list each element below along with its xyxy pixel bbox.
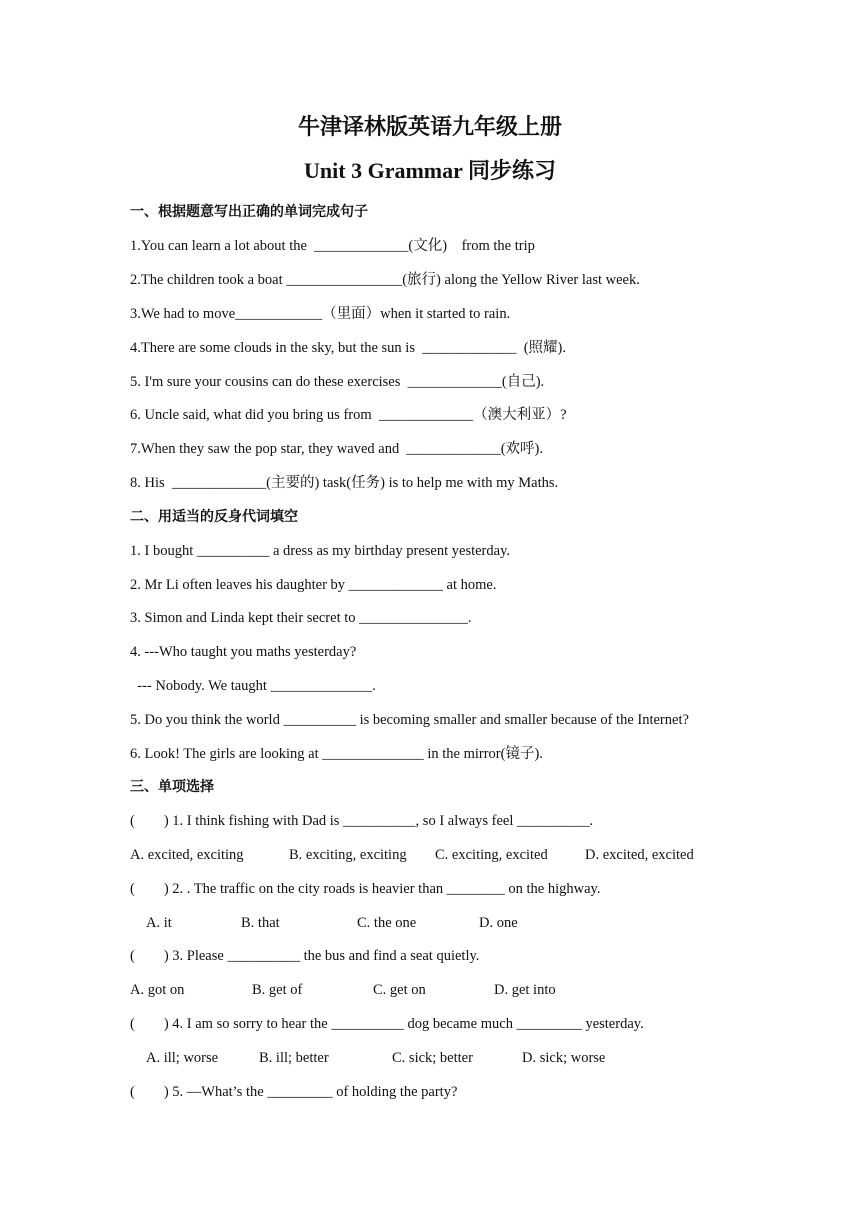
exercise-item: 5. I'm sure your cousins can do these exercises _____________(自己). (130, 374, 545, 390)
exercise-item: 3. Simon and Linda kept their secret to _______________. (130, 610, 472, 626)
exercise-item: 8. His _____________(主要的) task(任务) is to help me with my Maths. (130, 475, 559, 491)
option-c: C. the one (357, 915, 417, 931)
option-b: B. exciting, exciting (289, 847, 407, 863)
exercise-item: 7.When they saw the pop star, they waved and _____________(欢呼). (130, 441, 543, 457)
option-c: C. exciting, excited (435, 847, 548, 863)
option-d: D. excited, excited (585, 847, 694, 863)
exercise-item: 3.We had to move____________（里面）when it started to rain. (130, 306, 511, 322)
exercise-item: 5. Do you think the world __________ is becoming smaller and smaller because of the Internet? (130, 712, 689, 728)
question-stem: ( ) 5. —What’s the _________ of holding the party? (130, 1084, 458, 1100)
option-c: C. sick; better (392, 1050, 473, 1066)
option-a: A. got on (130, 982, 185, 998)
option-b: B. ill; better (259, 1050, 329, 1066)
section-heading-1: 一、根据题意写出正确的单词完成句子 (130, 204, 368, 220)
exercise-item: 6. Uncle said, what did you bring us from _____________（澳大利亚）? (130, 407, 567, 423)
option-a: A. ill; worse (146, 1050, 219, 1066)
exercise-item: 2.The children took a boat ________________(旅行) along the Yellow River last week. (130, 272, 640, 288)
option-b: B. that (241, 915, 280, 931)
option-a: A. excited, exciting (130, 847, 244, 863)
exercise-item: 6. Look! The girls are looking at ______________ in the mirror(镜子). (130, 746, 543, 762)
question-stem: ( ) 2. . The traffic on the city roads is heavier than ________ on the highway. (130, 881, 601, 897)
exercise-item: 1.You can learn a lot about the _____________(文化) from the trip (130, 238, 535, 254)
exercise-item: 2. Mr Li often leaves his daughter by _____________ at home. (130, 577, 497, 593)
question-stem: ( ) 1. I think fishing with Dad is __________, so I always feel __________. (130, 813, 594, 829)
exercise-item: 4.There are some clouds in the sky, but the sun is _____________ (照耀). (130, 340, 567, 356)
page-subtitle: Unit 3 Grammar 同步练习 (304, 158, 556, 183)
option-d: D. get into (494, 982, 556, 998)
question-stem: ( ) 3. Please __________ the bus and find a seat quietly. (130, 948, 480, 964)
option-d: D. sick; worse (522, 1050, 606, 1066)
exercise-item: 1. I bought __________ a dress as my birthday present yesterday. (130, 543, 511, 559)
section-heading-2: 二、用适当的反身代词填空 (130, 509, 298, 525)
option-d: D. one (479, 915, 518, 931)
exercise-item: 4. ---Who taught you maths yesterday? (130, 644, 357, 660)
option-b: B. get of (252, 982, 303, 998)
exercise-item: --- Nobody. We taught ______________. (130, 678, 376, 694)
section-heading-3: 三、单项选择 (130, 779, 214, 795)
page-title: 牛津译林版英语九年级上册 (297, 114, 562, 140)
option-a: A. it (146, 915, 172, 931)
option-c: C. get on (373, 982, 426, 998)
question-stem: ( ) 4. I am so sorry to hear the __________ dog became much _________ yesterday. (130, 1016, 644, 1032)
